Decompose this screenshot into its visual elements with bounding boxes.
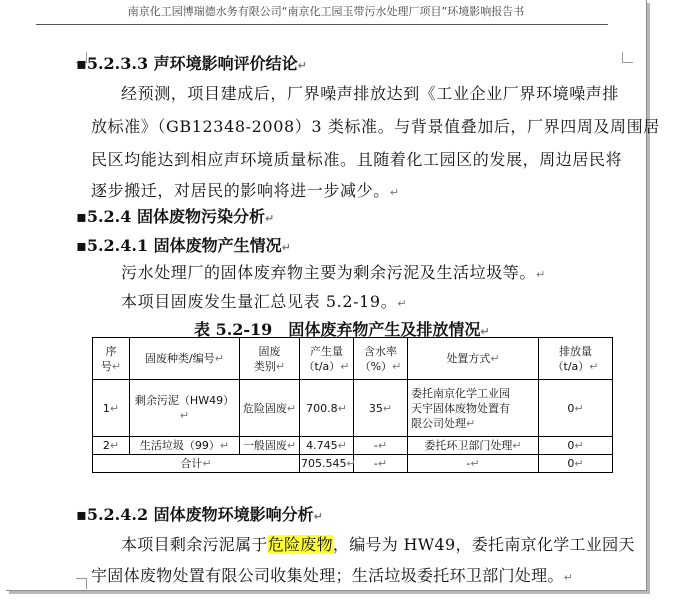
header-cell-amount: 产生量 （t/a）↵: [300, 338, 354, 380]
cell-water: 35↵: [354, 380, 408, 437]
paragraph-line: [121, 532, 635, 555]
solid-waste-table: [92, 337, 613, 473]
cell-total-water: -↵: [354, 455, 408, 473]
paragraph-mark: ↵: [389, 186, 400, 199]
paragraph-line: [91, 178, 400, 201]
heading-5-2-4-text: 5.2.4 固体废物污染分析: [86, 207, 265, 226]
cell-total-method: -↵: [408, 455, 539, 473]
cell-no: 1↵: [93, 380, 130, 437]
cell-amount: 700.8↵: [300, 380, 354, 437]
header-cell-type: 固废种类/编号↵: [130, 338, 240, 380]
cell-method: 委托环卫部门处理↵: [408, 437, 539, 455]
heading-5-2-3-3: ▪5.2.3.3 声环境影响评价结论↵: [76, 54, 307, 73]
table-row: [93, 437, 613, 455]
cell-total-amount: 705.545↵: [300, 455, 354, 473]
paragraph-line-text: 本项目固废发生量汇总见表 5.2-19。: [121, 292, 398, 311]
margin-mark-top-right: [622, 52, 633, 63]
heading-5-2-4-1-text: 5.2.4.1 固体废物产生情况: [86, 236, 282, 255]
header-cell-emission: 排放量 （t/a）↵: [539, 338, 613, 380]
paragraph-line-text: 逐步搬迁，对居民的影响将进一步减少。: [91, 181, 390, 200]
heading-5-2-4-1: ▪5.2.4.1 固体废物产生情况↵: [76, 236, 291, 255]
paragraph-line-text: 本项目剩余污泥属于: [121, 535, 268, 554]
header-cell-no: 序 号↵: [93, 338, 130, 380]
paragraph-line-text: 污水处理厂的固体废弃物主要为剩余污泥及生活垃圾等。: [121, 263, 537, 282]
header-cell-water: 含水率 （%）↵: [354, 338, 408, 380]
cell-total-emission: 0↵: [539, 455, 613, 473]
cell-type: 生活垃圾（99）↵: [130, 437, 240, 455]
paragraph-line: 经预测，项目建成后，厂界噪声排放达到《工业企业厂界环境噪声排: [121, 84, 620, 103]
table-total-row: [93, 455, 613, 473]
cell-category: 危险固废↵: [240, 380, 300, 437]
header-rule: [36, 24, 608, 25]
heading-5-2-4: ▪5.2.4 固体废物污染分析↵: [76, 207, 275, 226]
heading-5-2-4-2: ▪5.2.4.2 固体废物环境影响分析↵: [76, 505, 323, 524]
cell-method: 委托南京化学工业园 天宇固体废物处置有 限公司处理↵: [408, 380, 539, 437]
paragraph-line-text: 宇固体废物处置有限公司收集处理；生活垃圾委托环卫部门处理。: [91, 566, 564, 585]
cell-total-label: 合计↵: [93, 455, 300, 473]
cell-amount: 4.745↵: [300, 437, 354, 455]
table-caption-text: 表 5.2-19 固体废弃物产生及排放情况: [194, 320, 481, 339]
heading-5-2-4-2-text: 5.2.4.2 固体废物环境影响分析: [86, 505, 314, 524]
heading-5-2-3-3-text: 5.2.3.3 声环境影响评价结论: [86, 54, 298, 73]
highlighted-text: 危险废物: [267, 535, 333, 554]
table-row: [93, 380, 613, 437]
paragraph-mark: ↵: [563, 571, 574, 584]
paragraph-mark: ↵: [297, 59, 307, 72]
paragraph-line: [91, 563, 573, 586]
paragraph-line: 放标准》（GB12348-2008）3 类标准。与背景值叠加后，厂界四周及周围居: [91, 117, 660, 136]
paragraph-line: 民区均能达到相应声环境质量标准。且随着化工园区的发展，周边居民将: [91, 150, 623, 169]
cell-emission: 0↵: [539, 380, 613, 437]
cell-category: 一般固废↵: [240, 437, 300, 455]
cell-type: 剩余污泥（HW49）↵: [130, 380, 240, 437]
document-page: [6, 0, 660, 591]
page-header: 南京化工园博瑞德水务有限公司“南京化工园玉带污水处理厂项目”环境影响报告书: [127, 5, 525, 18]
header-cell-category: 固废 类别↵: [240, 338, 300, 380]
paragraph-line-text: ，编号为 HW49，委托南京化学工业园天: [332, 535, 635, 554]
paragraph-mark: ↵: [281, 241, 291, 254]
paragraph-mark: ↵: [397, 297, 408, 310]
paragraph-mark: ↵: [313, 510, 323, 523]
header-cell-method: 处置方式↵: [408, 338, 539, 380]
paragraph-line: [121, 289, 407, 312]
paragraph-mark: ↵: [480, 325, 490, 338]
cell-water: -↵: [354, 437, 408, 455]
paragraph-line: [121, 260, 546, 283]
cell-emission: 0↵: [539, 437, 613, 455]
paragraph-mark: ↵: [536, 268, 546, 281]
table-header-row: [93, 338, 613, 380]
cell-no: 2↵: [93, 437, 130, 455]
margin-mark-bottom-left: [76, 578, 87, 589]
paragraph-mark: ↵: [264, 212, 275, 225]
